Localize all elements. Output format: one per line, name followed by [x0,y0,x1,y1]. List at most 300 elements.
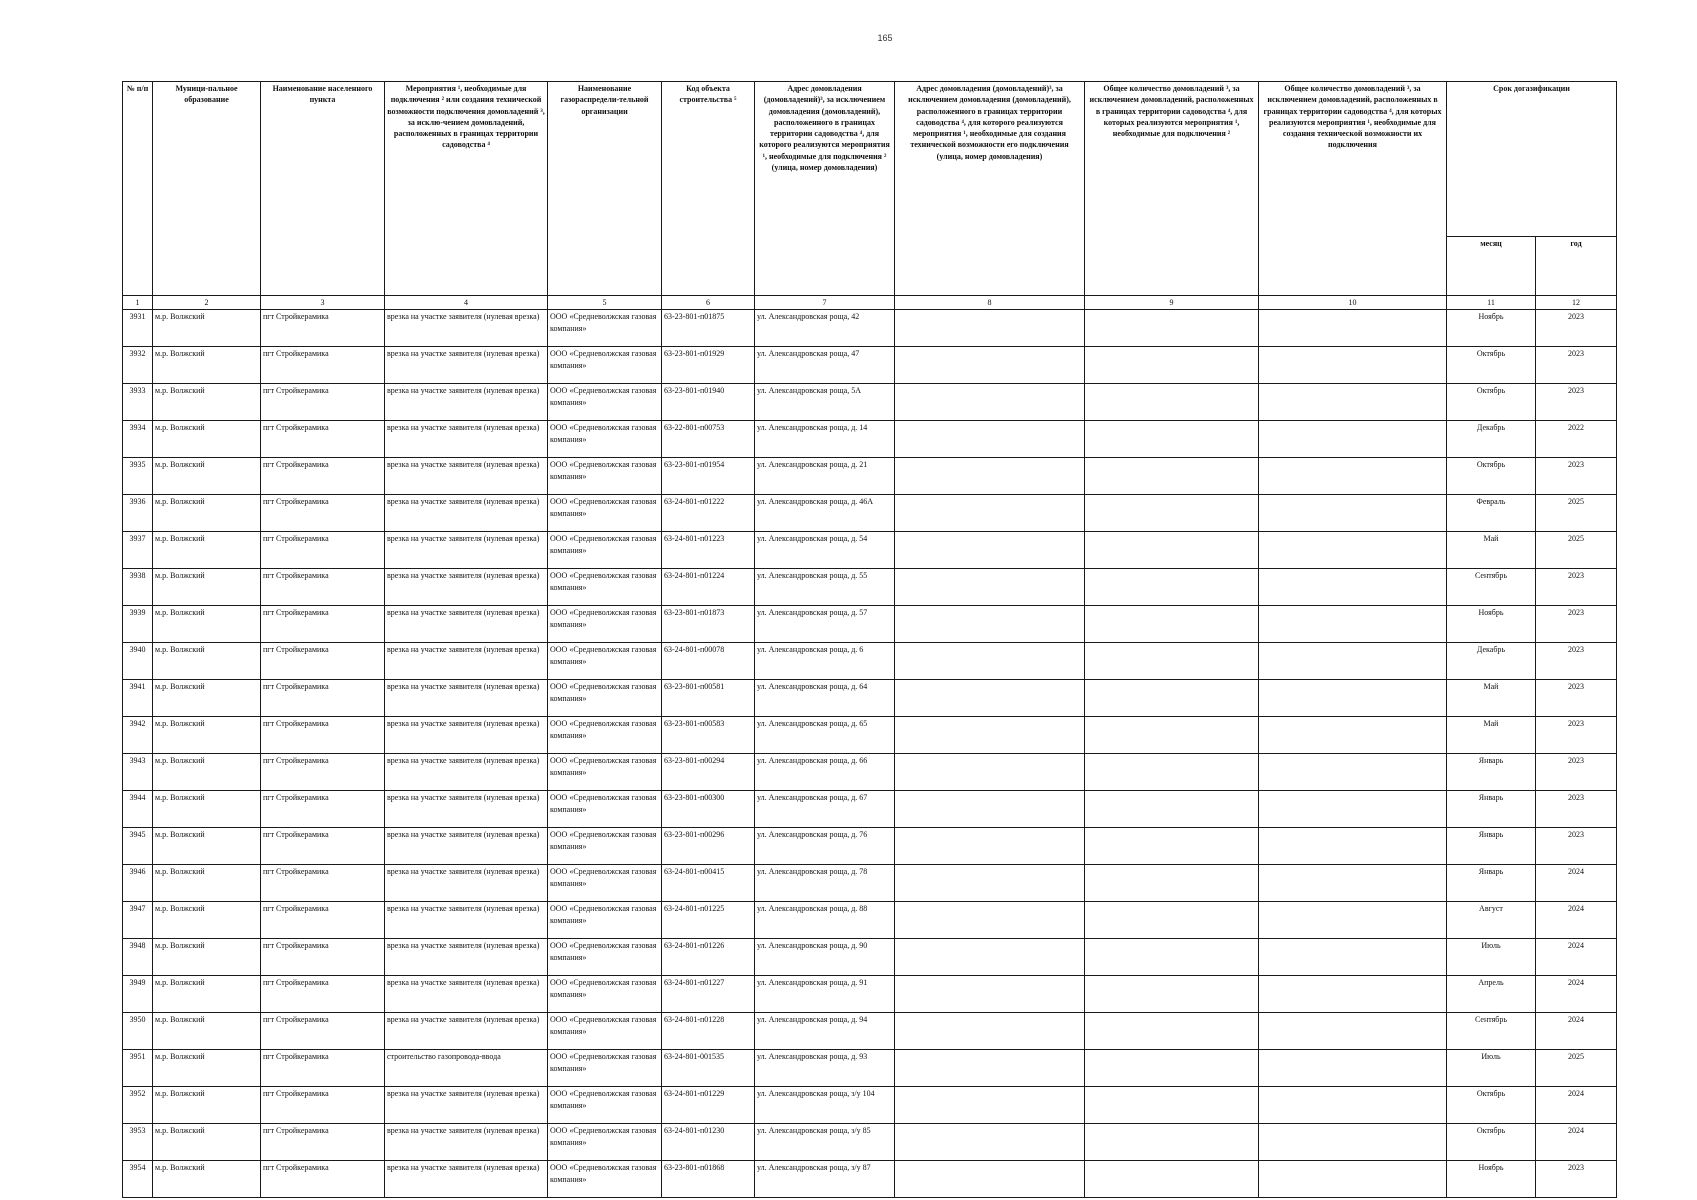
address-cell: ул. Александровская роща, д. 14 [755,421,895,458]
count-technical-cell [1259,1050,1447,1087]
month-cell: Апрель [1447,976,1536,1013]
table-row [123,865,1617,902]
organization-cell: ООО «Средневолжская газовая компания» [548,643,662,680]
table-row [123,1161,1617,1198]
year-cell: 2023 [1536,1161,1617,1198]
month-cell: Октябрь [1447,1087,1536,1124]
object-code-cell: 63-23-801-п01873 [662,606,755,643]
organization-cell: ООО «Средневолжская газовая компания» [548,680,662,717]
year-cell: 2023 [1536,754,1617,791]
count-connection-cell [1085,421,1259,458]
count-connection-cell [1085,310,1259,347]
count-technical-cell [1259,384,1447,421]
address-technical-cell [895,495,1085,532]
municipality-cell: м.р. Волжский [153,495,261,532]
address-cell: ул. Александровская роща, д. 54 [755,532,895,569]
address-technical-cell [895,976,1085,1013]
object-code-cell: 63-23-801-п01875 [662,310,755,347]
count-connection-cell [1085,495,1259,532]
count-technical-cell [1259,1161,1447,1198]
address-cell: ул. Александровская роща, д. 6 [755,643,895,680]
object-code-cell: 63-22-801-п00753 [662,421,755,458]
year-cell: 2023 [1536,458,1617,495]
measure-cell: врезка на участке заявителя (нулевая врезка) [385,1161,548,1198]
count-technical-cell [1259,717,1447,754]
settlement-cell: пгт Стройкерамика [261,1013,385,1050]
count-connection-cell [1085,1050,1259,1087]
year-cell: 2025 [1536,495,1617,532]
row-number: 3947 [123,902,153,939]
month-cell: Сентябрь [1447,1013,1536,1050]
table-row [123,717,1617,754]
object-code-cell: 63-24-801-п01227 [662,976,755,1013]
address-technical-cell [895,347,1085,384]
object-code-cell: 63-23-801-п01868 [662,1161,755,1198]
header-month: месяц [1447,237,1536,296]
address-technical-cell [895,902,1085,939]
address-cell: ул. Александровская роща, 47 [755,347,895,384]
row-number: 3935 [123,458,153,495]
row-number: 3951 [123,1050,153,1087]
count-technical-cell [1259,606,1447,643]
table-row [123,421,1617,458]
municipality-cell: м.р. Волжский [153,717,261,754]
header-object-code: Код объекта строительства ⁵ [662,82,755,296]
year-cell: 2024 [1536,939,1617,976]
address-cell: ул. Александровская роща, д. 64 [755,680,895,717]
row-number: 3940 [123,643,153,680]
page-number: 165 [877,33,893,43]
municipality-cell: м.р. Волжский [153,1013,261,1050]
measure-cell: врезка на участке заявителя (нулевая врезка) [385,828,548,865]
object-code-cell: 63-23-801-п01954 [662,458,755,495]
settlement-cell: пгт Стройкерамика [261,791,385,828]
measure-cell: врезка на участке заявителя (нулевая врезка) [385,754,548,791]
header-year: год [1536,237,1617,296]
row-number: 3933 [123,384,153,421]
address-technical-cell [895,643,1085,680]
table-row [123,1124,1617,1161]
address-technical-cell [895,458,1085,495]
measure-cell: врезка на участке заявителя (нулевая врезка) [385,495,548,532]
count-connection-cell [1085,939,1259,976]
measure-cell: врезка на участке заявителя (нулевая врезка) [385,569,548,606]
object-code-cell: 63-24-801-п01225 [662,902,755,939]
count-connection-cell [1085,976,1259,1013]
row-number: 3941 [123,680,153,717]
row-number: 3936 [123,495,153,532]
table-row [123,791,1617,828]
count-technical-cell [1259,680,1447,717]
year-cell: 2023 [1536,310,1617,347]
column-number: 11 [1447,296,1536,310]
settlement-cell: пгт Стройкерамика [261,569,385,606]
year-cell: 2024 [1536,1087,1617,1124]
month-cell: Январь [1447,865,1536,902]
month-cell: Октябрь [1447,1124,1536,1161]
measure-cell: врезка на участке заявителя (нулевая врезка) [385,680,548,717]
address-cell: ул. Александровская роща, д. 67 [755,791,895,828]
count-connection-cell [1085,643,1259,680]
municipality-cell: м.р. Волжский [153,1161,261,1198]
count-technical-cell [1259,939,1447,976]
organization-cell: ООО «Средневолжская газовая компания» [548,606,662,643]
measure-cell: врезка на участке заявителя (нулевая врезка) [385,421,548,458]
table-row [123,606,1617,643]
object-code-cell: 63-24-801-п01224 [662,569,755,606]
municipality-cell: м.р. Волжский [153,939,261,976]
column-number: 7 [755,296,895,310]
settlement-cell: пгт Стройкерамика [261,495,385,532]
organization-cell: ООО «Средневолжская газовая компания» [548,421,662,458]
object-code-cell: 63-24-801-п01223 [662,532,755,569]
year-cell: 2025 [1536,532,1617,569]
column-number: 4 [385,296,548,310]
organization-cell: ООО «Средневолжская газовая компания» [548,717,662,754]
table-row [123,828,1617,865]
object-code-cell: 63-24-801-п01222 [662,495,755,532]
address-technical-cell [895,865,1085,902]
header-count-technical: Общее количество домовладений ³, за исключением домовладений, расположенных в границах территории садоводства ⁴, для которых реализуются мероприятия ¹, необходимые для создания технической возможности их подключения [1259,82,1447,296]
settlement-cell: пгт Стройкерамика [261,1050,385,1087]
measure-cell: врезка на участке заявителя (нулевая врезка) [385,532,548,569]
settlement-cell: пгт Стройкерамика [261,458,385,495]
address-cell: ул. Александровская роща, д. 94 [755,1013,895,1050]
address-cell: ул. Александровская роща, з/у 104 [755,1087,895,1124]
year-cell: 2023 [1536,828,1617,865]
address-cell: ул. Александровская роща, д. 21 [755,458,895,495]
year-cell: 2023 [1536,717,1617,754]
organization-cell: ООО «Средневолжская газовая компания» [548,828,662,865]
municipality-cell: м.р. Волжский [153,1087,261,1124]
count-technical-cell [1259,791,1447,828]
municipality-cell: м.р. Волжский [153,384,261,421]
organization-cell: ООО «Средневолжская газовая компания» [548,865,662,902]
measure-cell: врезка на участке заявителя (нулевая врезка) [385,717,548,754]
table-row [123,384,1617,421]
measure-cell: врезка на участке заявителя (нулевая врезка) [385,606,548,643]
count-technical-cell [1259,754,1447,791]
column-number: 2 [153,296,261,310]
row-number: 3942 [123,717,153,754]
organization-cell: ООО «Средневолжская газовая компания» [548,532,662,569]
settlement-cell: пгт Стройкерамика [261,347,385,384]
table-row [123,680,1617,717]
row-number: 3949 [123,976,153,1013]
settlement-cell: пгт Стройкерамика [261,754,385,791]
count-connection-cell [1085,680,1259,717]
settlement-cell: пгт Стройкерамика [261,865,385,902]
count-connection-cell [1085,717,1259,754]
count-technical-cell [1259,902,1447,939]
address-technical-cell [895,1161,1085,1198]
row-number: 3931 [123,310,153,347]
object-code-cell: 63-24-801-п00078 [662,643,755,680]
address-technical-cell [895,1124,1085,1161]
count-connection-cell [1085,384,1259,421]
address-cell: ул. Александровская роща, д. 91 [755,976,895,1013]
header-gas-organization: Наименование газораспредели-тельной организации [548,82,662,296]
count-connection-cell [1085,865,1259,902]
object-code-cell: 63-24-801-п01230 [662,1124,755,1161]
municipality-cell: м.р. Волжский [153,976,261,1013]
settlement-cell: пгт Стройкерамика [261,1087,385,1124]
object-code-cell: 63-23-801-п00296 [662,828,755,865]
month-cell: Август [1447,902,1536,939]
municipality-cell: м.р. Волжский [153,828,261,865]
column-number: 10 [1259,296,1447,310]
municipality-cell: м.р. Волжский [153,421,261,458]
year-cell: 2023 [1536,569,1617,606]
count-connection-cell [1085,569,1259,606]
address-cell: ул. Александровская роща, д. 76 [755,828,895,865]
table-row [123,643,1617,680]
object-code-cell: 63-23-801-п00294 [662,754,755,791]
row-number: 3934 [123,421,153,458]
count-technical-cell [1259,1124,1447,1161]
count-technical-cell [1259,347,1447,384]
address-technical-cell [895,717,1085,754]
row-number: 3953 [123,1124,153,1161]
count-connection-cell [1085,347,1259,384]
count-connection-cell [1085,458,1259,495]
header-count-connection: Общее количество домовладений ³, за исключением домовладений, расположенных в границах территории садоводства ⁴, для которых реализуются мероприятия ¹, необходимые для подключения ² [1085,82,1259,296]
column-number: 12 [1536,296,1617,310]
measure-cell: врезка на участке заявителя (нулевая врезка) [385,310,548,347]
settlement-cell: пгт Стройкерамика [261,643,385,680]
count-connection-cell [1085,1161,1259,1198]
measure-cell: врезка на участке заявителя (нулевая врезка) [385,458,548,495]
column-number: 6 [662,296,755,310]
address-technical-cell [895,1087,1085,1124]
table-row [123,1050,1617,1087]
organization-cell: ООО «Средневолжская газовая компания» [548,754,662,791]
measure-cell: врезка на участке заявителя (нулевая врезка) [385,1087,548,1124]
measure-cell: врезка на участке заявителя (нулевая врезка) [385,1013,548,1050]
table-row [123,939,1617,976]
month-cell: Сентябрь [1447,569,1536,606]
row-number: 3945 [123,828,153,865]
address-cell: ул. Александровская роща, з/у 85 [755,1124,895,1161]
row-number: 3938 [123,569,153,606]
table-row [123,532,1617,569]
settlement-cell: пгт Стройкерамика [261,828,385,865]
address-cell: ул. Александровская роща, 42 [755,310,895,347]
settlement-cell: пгт Стройкерамика [261,1124,385,1161]
column-number: 5 [548,296,662,310]
count-technical-cell [1259,1013,1447,1050]
count-connection-cell [1085,1124,1259,1161]
year-cell: 2022 [1536,421,1617,458]
municipality-cell: м.р. Волжский [153,791,261,828]
municipality-cell: м.р. Волжский [153,643,261,680]
settlement-cell: пгт Стройкерамика [261,717,385,754]
settlement-cell: пгт Стройкерамика [261,532,385,569]
month-cell: Ноябрь [1447,1161,1536,1198]
month-cell: Июль [1447,939,1536,976]
year-cell: 2023 [1536,606,1617,643]
count-technical-cell [1259,643,1447,680]
table-row [123,976,1617,1013]
measure-cell: врезка на участке заявителя (нулевая врезка) [385,976,548,1013]
address-technical-cell [895,680,1085,717]
year-cell: 2023 [1536,643,1617,680]
address-cell: ул. Александровская роща, д. 55 [755,569,895,606]
measure-cell: врезка на участке заявителя (нулевая врезка) [385,939,548,976]
organization-cell: ООО «Средневолжская газовая компания» [548,976,662,1013]
count-technical-cell [1259,532,1447,569]
row-number: 3937 [123,532,153,569]
month-cell: Май [1447,680,1536,717]
measure-cell: врезка на участке заявителя (нулевая врезка) [385,865,548,902]
organization-cell: ООО «Средневолжская газовая компания» [548,458,662,495]
address-cell: ул. Александровская роща, д. 46А [755,495,895,532]
object-code-cell: 63-24-801-п00415 [662,865,755,902]
header-number: № п/п [123,82,153,296]
measure-cell: врезка на участке заявителя (нулевая врезка) [385,643,548,680]
municipality-cell: м.р. Волжский [153,680,261,717]
count-technical-cell [1259,865,1447,902]
address-technical-cell [895,1050,1085,1087]
table-row [123,1013,1617,1050]
table-row [123,310,1617,347]
count-technical-cell [1259,976,1447,1013]
municipality-cell: м.р. Волжский [153,606,261,643]
month-cell: Декабрь [1447,643,1536,680]
municipality-cell: м.р. Волжский [153,532,261,569]
address-technical-cell [895,421,1085,458]
organization-cell: ООО «Средневолжская газовая компания» [548,1161,662,1198]
municipality-cell: м.р. Волжский [153,310,261,347]
year-cell: 2023 [1536,680,1617,717]
address-cell: ул. Александровская роща, д. 90 [755,939,895,976]
address-technical-cell [895,384,1085,421]
row-number: 3932 [123,347,153,384]
settlement-cell: пгт Стройкерамика [261,421,385,458]
count-connection-cell [1085,902,1259,939]
count-technical-cell [1259,421,1447,458]
table-row [123,902,1617,939]
organization-cell: ООО «Средневолжская газовая компания» [548,569,662,606]
address-cell: ул. Александровская роща, д. 88 [755,902,895,939]
measure-cell: врезка на участке заявителя (нулевая врезка) [385,347,548,384]
header-settlement: Наименование населенного пункта [261,82,385,296]
municipality-cell: м.р. Волжский [153,458,261,495]
column-number: 9 [1085,296,1259,310]
count-technical-cell [1259,828,1447,865]
year-cell: 2023 [1536,791,1617,828]
object-code-cell: 63-23-801-п00583 [662,717,755,754]
year-cell: 2024 [1536,1124,1617,1161]
organization-cell: ООО «Средневолжская газовая компания» [548,939,662,976]
municipality-cell: м.р. Волжский [153,569,261,606]
settlement-cell: пгт Стройкерамика [261,1161,385,1198]
address-cell: ул. Александровская роща, д. 57 [755,606,895,643]
settlement-cell: пгт Стройкерамика [261,680,385,717]
address-technical-cell [895,791,1085,828]
object-code-cell: 63-24-801-п01229 [662,1087,755,1124]
settlement-cell: пгт Стройкерамика [261,939,385,976]
measure-cell: строительство газопровода-ввода [385,1050,548,1087]
row-number: 3952 [123,1087,153,1124]
column-number: 3 [261,296,385,310]
object-code-cell: 63-24-801-п01228 [662,1013,755,1050]
organization-cell: ООО «Средневолжская газовая компания» [548,495,662,532]
month-cell: Январь [1447,754,1536,791]
organization-cell: ООО «Средневолжская газовая компания» [548,791,662,828]
count-technical-cell [1259,1087,1447,1124]
address-technical-cell [895,532,1085,569]
row-number: 3954 [123,1161,153,1198]
organization-cell: ООО «Средневолжская газовая компания» [548,1050,662,1087]
address-cell: ул. Александровская роща, д. 78 [755,865,895,902]
count-technical-cell [1259,569,1447,606]
header-measures: Мероприятия ¹, необходимые для подключения ² или создания технической возможности подключения домовладений ³, за исклю-чением домовладений, расположенных в границах территории садоводства ⁴ [385,82,548,296]
row-number: 3939 [123,606,153,643]
year-cell: 2025 [1536,1050,1617,1087]
table-row [123,347,1617,384]
municipality-cell: м.р. Волжский [153,865,261,902]
address-cell: ул. Александровская роща, д. 93 [755,1050,895,1087]
object-code-cell: 63-23-801-п00581 [662,680,755,717]
count-connection-cell [1085,791,1259,828]
month-cell: Ноябрь [1447,310,1536,347]
column-number-row [123,296,1617,310]
address-cell: ул. Александровская роща, 5А [755,384,895,421]
table-row [123,458,1617,495]
address-cell: ул. Александровская роща, д. 66 [755,754,895,791]
column-number: 8 [895,296,1085,310]
organization-cell: ООО «Средневолжская газовая компания» [548,1087,662,1124]
municipality-cell: м.р. Волжский [153,1124,261,1161]
count-connection-cell [1085,606,1259,643]
table-row [123,569,1617,606]
object-code-cell: 63-24-801-п01226 [662,939,755,976]
municipality-cell: м.р. Волжский [153,347,261,384]
month-cell: Декабрь [1447,421,1536,458]
year-cell: 2024 [1536,1013,1617,1050]
measure-cell: врезка на участке заявителя (нулевая врезка) [385,384,548,421]
organization-cell: ООО «Средневолжская газовая компания» [548,310,662,347]
month-cell: Ноябрь [1447,606,1536,643]
address-technical-cell [895,569,1085,606]
count-technical-cell [1259,310,1447,347]
column-number: 1 [123,296,153,310]
year-cell: 2023 [1536,384,1617,421]
table-row [123,495,1617,532]
address-technical-cell [895,939,1085,976]
table-row [123,1087,1617,1124]
month-cell: Май [1447,717,1536,754]
count-connection-cell [1085,1087,1259,1124]
count-technical-cell [1259,458,1447,495]
organization-cell: ООО «Средневолжская газовая компания» [548,902,662,939]
count-connection-cell [1085,532,1259,569]
table-body [123,310,1617,1198]
month-cell: Январь [1447,791,1536,828]
header-gasification-deadline: Срок догазификации [1447,82,1617,237]
year-cell: 2024 [1536,902,1617,939]
object-code-cell: 63-23-801-п00300 [662,791,755,828]
row-number: 3948 [123,939,153,976]
count-connection-cell [1085,754,1259,791]
month-cell: Октябрь [1447,458,1536,495]
organization-cell: ООО «Средневолжская газовая компания» [548,1124,662,1161]
measure-cell: врезка на участке заявителя (нулевая врезка) [385,1124,548,1161]
row-number: 3946 [123,865,153,902]
header-municipality: Муници-пальное образование [153,82,261,296]
address-technical-cell [895,310,1085,347]
